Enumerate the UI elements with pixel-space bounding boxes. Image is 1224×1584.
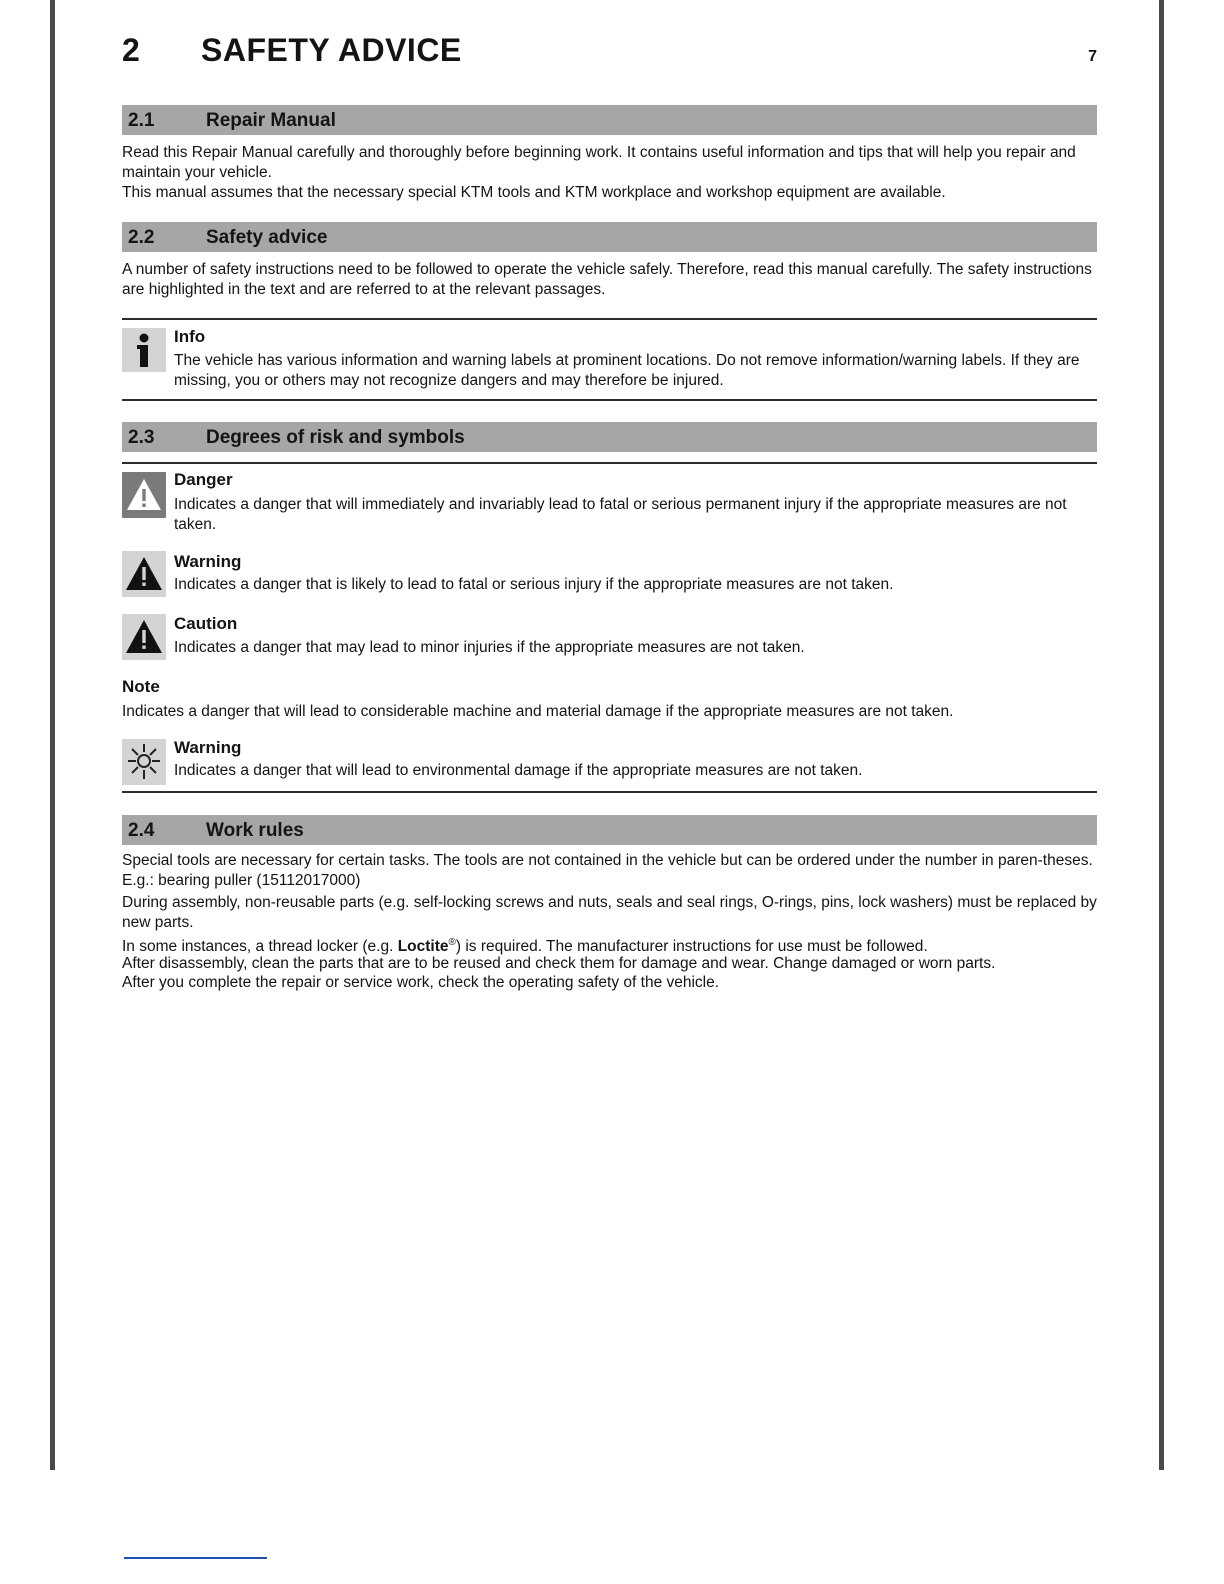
paragraph: Special tools are necessary for certain tasks. The tools are not contained in the vehicle but can be ordered under the number in paren-theses. E.g.: bearing puller (15112017000) xyxy=(122,852,1093,889)
divider xyxy=(122,462,1097,464)
environment-icon xyxy=(122,739,166,785)
section-title: Degrees of risk and symbols xyxy=(206,427,465,448)
registered-mark: ® xyxy=(448,937,456,948)
paragraph: After you complete the repair or service work, check the operating safety of the vehicle. xyxy=(122,974,720,991)
section-number: 2.3 xyxy=(128,427,155,448)
page-number: 7 xyxy=(1088,48,1097,65)
info-heading: Info xyxy=(174,327,206,346)
info-icon xyxy=(122,328,166,372)
paragraph: After disassembly, clean the parts that are to be reused and check them for damage and wear. Change damaged or worn parts. xyxy=(122,955,996,972)
warning-heading: Warning xyxy=(174,552,242,571)
chapter-header xyxy=(122,32,1097,72)
caution-heading: Caution xyxy=(174,614,238,633)
divider xyxy=(122,791,1097,793)
divider xyxy=(122,318,1097,320)
note-text: Indicates a danger that will lead to considerable machine and material damage if the appropriate measures are not taken. xyxy=(122,703,954,720)
warning-text: Indicates a danger that is likely to lead to fatal or serious injury if the appropriate measures are not taken. xyxy=(174,576,894,593)
page-frame-left xyxy=(50,0,55,1470)
note-heading: Note xyxy=(122,677,160,696)
danger-text: Indicates a danger that will immediately and invariably lead to fatal or serious permanent injury if the appropriate measures are not taken. xyxy=(174,496,1067,533)
chapter-title: SAFETY ADVICE xyxy=(201,32,462,68)
caution-text: Indicates a danger that may lead to minor injuries if the appropriate measures are not taken. xyxy=(174,639,805,656)
section-number: 2.2 xyxy=(128,227,155,248)
info-text: The vehicle has various information and warning labels at prominent locations. Do not remove information/warning labels. If they are missing, you or others may not recognize dangers and may therefore be injured. xyxy=(174,352,1080,389)
section-number: 2.4 xyxy=(128,820,155,841)
section-heading-2-2 xyxy=(122,222,1097,252)
section-title: Safety advice xyxy=(206,227,328,248)
danger-icon xyxy=(122,472,166,518)
danger-heading: Danger xyxy=(174,470,233,489)
section-title: Repair Manual xyxy=(206,110,336,131)
text-run: ) is required. The manufacturer instructions for use must be followed. xyxy=(455,938,928,956)
page-frame-right xyxy=(1159,0,1164,1470)
chapter-number: 2 xyxy=(122,32,141,68)
text-run: In some instances, a thread locker (e.g. xyxy=(122,938,398,956)
brand-name: Loctite xyxy=(397,938,449,956)
environment-text: Indicates a danger that will lead to environmental damage if the appropriate measures are not taken. xyxy=(174,762,863,779)
section-heading-2-1 xyxy=(122,105,1097,135)
caution-icon xyxy=(122,614,166,660)
paragraph: Read this Repair Manual carefully and thoroughly before beginning work. It contains useful information and tips that will help you repair and maintain your vehicle. xyxy=(122,144,1076,181)
paragraph: A number of safety instructions need to be followed to operate the vehicle safely. Therefore, read this manual carefully. The safety instructions are highlighted in the text and are referred to at the relevant passages. xyxy=(122,261,1092,298)
paragraph: During assembly, non-reusable parts (e.g. self-locking screws and nuts, seals and seal rings, O-rings, pins, lock washers) must be replaced by new parts. xyxy=(122,894,1097,931)
paragraph: This manual assumes that the necessary special KTM tools and KTM workplace and workshop equipment are available. xyxy=(122,184,946,201)
divider xyxy=(122,399,1097,401)
section-heading-2-3 xyxy=(122,422,1097,452)
environment-heading: Warning xyxy=(174,738,242,757)
link-underline xyxy=(124,1557,267,1559)
section-number: 2.1 xyxy=(128,110,155,131)
warning-icon xyxy=(122,551,166,597)
section-title: Work rules xyxy=(206,820,304,841)
section-heading-2-4 xyxy=(122,815,1097,845)
